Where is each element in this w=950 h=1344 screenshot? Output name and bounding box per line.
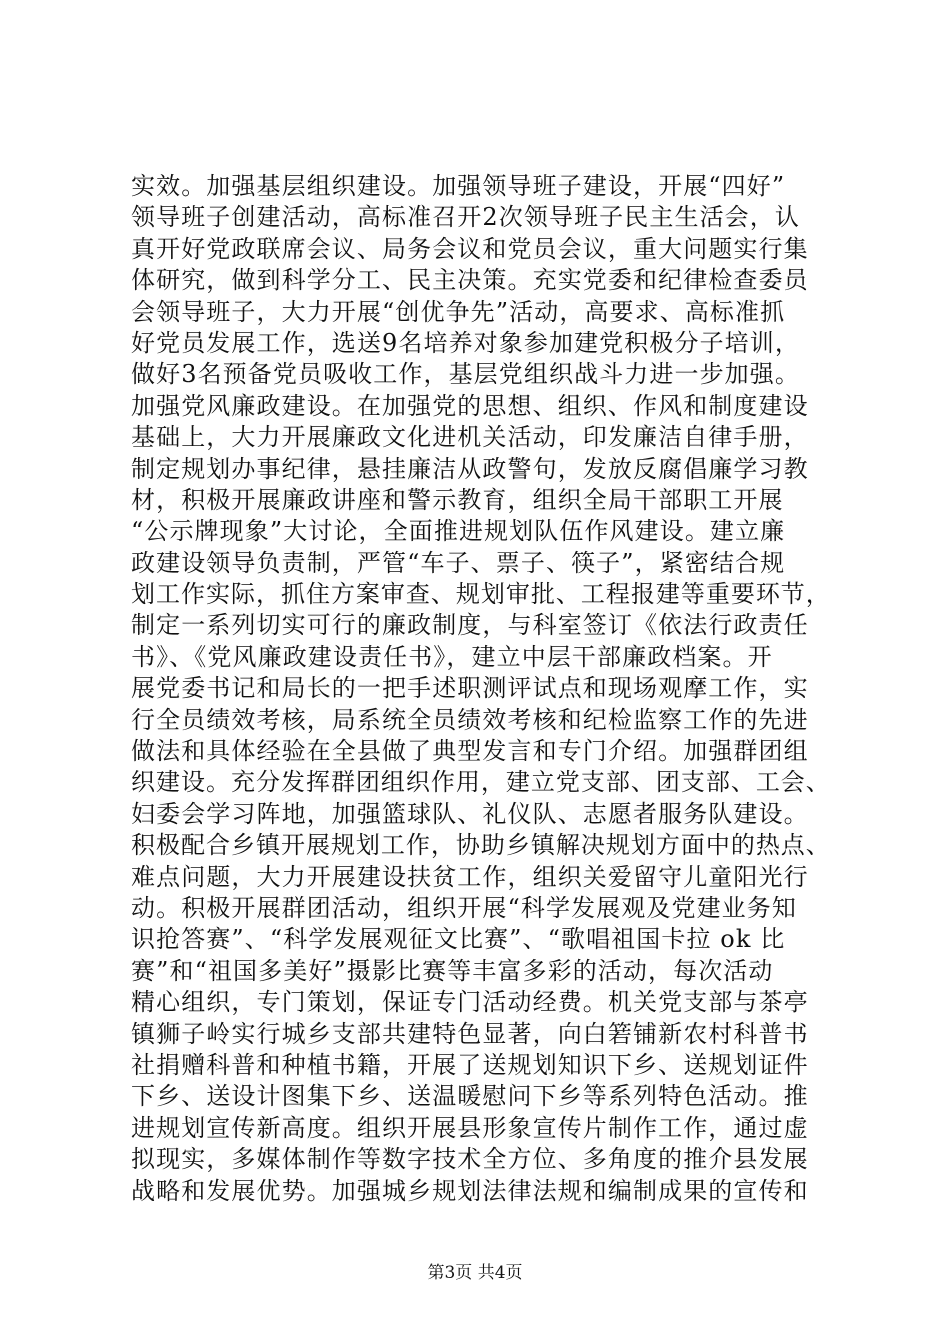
text-line: 识抢答赛”、“科学发展观征文比赛”、“歌唱祖国卡拉 ok 比 [131, 925, 786, 954]
text-line: 难点问题，大力开展建设扶贫工作，组织关爱留守儿童阳光行 [131, 862, 809, 891]
text-line: 划工作实际，抓住方案审查、规划审批、工程报建等重要环节， [131, 580, 831, 609]
text-line: 行全员绩效考核，局系统全员绩效考核和纪检监察工作的先进 [131, 705, 809, 734]
text-line: 积极配合乡镇开展规划工作，协助乡镇解决规划方面中的热点、 [131, 831, 831, 860]
text-line: 材，积极开展廉政讲座和警示教育，组织全局干部职工开展 [131, 485, 784, 514]
text-line: 镇狮子岭实行城乡支部共建特色显著，向白箬铺新农村科普书 [131, 1019, 809, 1048]
text-line: 战略和发展优势。加强城乡规划法律法规和编制成果的宣传和 [131, 1176, 809, 1205]
text-line: 精心组织，专门策划，保证专门活动经费。机关党支部与茶亭 [131, 988, 809, 1017]
text-line: 做好3名预备党员吸收工作，基层党组织战斗力进一步加强。 [131, 360, 800, 389]
text-line: 基础上，大力开展廉政文化进机关活动，印发廉洁自律手册， [131, 423, 809, 452]
text-line: 会领导班子，大力开展“创优争先”活动，高要求、高标准抓 [131, 297, 786, 326]
text-line: 制定规划办事纪律，悬挂廉洁从政警句，发放反腐倡廉学习教 [131, 454, 809, 483]
text-line: 制定一系列切实可行的廉政制度，与科室签订《依法行政责任 [131, 611, 809, 640]
text-line: 加强党风廉政建设。在加强党的思想、组织、作风和制度建设 [131, 391, 809, 420]
text-line: 体研究，做到科学分工、民主决策。充实党委和纪律检查委员 [131, 266, 809, 295]
text-line: 赛”和“祖国多美好”摄影比赛等丰富多彩的活动，每次活动 [131, 956, 774, 985]
text-line: 书》、《党风廉政建设责任书》，建立中层干部廉政档案。开 [131, 642, 773, 671]
text-line: 真开好党政联席会议、局务会议和党员会议，重大问题实行集 [131, 234, 809, 263]
text-line: 拟现实，多媒体制作等数字技术全方位、多角度的推介县发展 [131, 1145, 809, 1174]
text-line: 下乡、送设计图集下乡、送温暖慰问下乡等系列特色活动。推 [131, 1082, 809, 1111]
body-paragraph [131, 171, 831, 1207]
page-number-footer: 第3页 共4页 [427, 1263, 523, 1283]
text-line: 动。积极开展群团活动，组织开展“科学发展观及党建业务知 [131, 893, 797, 922]
text-line: 妇委会学习阵地，加强篮球队、礼仪队、志愿者服务队建设。 [131, 799, 809, 828]
text-line: “公示牌现象”大讨论，全面推进规划队伍作风建设。建立廉 [131, 517, 786, 546]
text-line: 实效。加强基层组织建设。加强领导班子建设，开展“四好” [131, 172, 786, 200]
text-line: 领导班子创建活动，高标准召开2次领导班子民主生活会，认 [131, 203, 800, 232]
text-line: 好党员发展工作，选送9名培养对象参加建党积极分子培训， [131, 328, 800, 357]
text-line: 政建设领导负责制，严管“车子、票子、筷子”，紧密结合规 [131, 548, 786, 577]
text-line: 展党委书记和局长的一把手述职测评试点和现场观摩工作，实 [131, 674, 809, 703]
text-line: 织建设。充分发挥群团组织作用，建立党支部、团支部、工会、 [131, 768, 831, 797]
text-line: 社捐赠科普和种植书籍，开展了送规划知识下乡、送规划证件 [131, 1050, 809, 1079]
text-line: 做法和具体经验在全县做了典型发言和专门介绍。加强群团组 [131, 737, 809, 766]
text-line: 进规划宣传新高度。组织开展县形象宣传片制作工作，通过虚 [131, 1113, 809, 1142]
